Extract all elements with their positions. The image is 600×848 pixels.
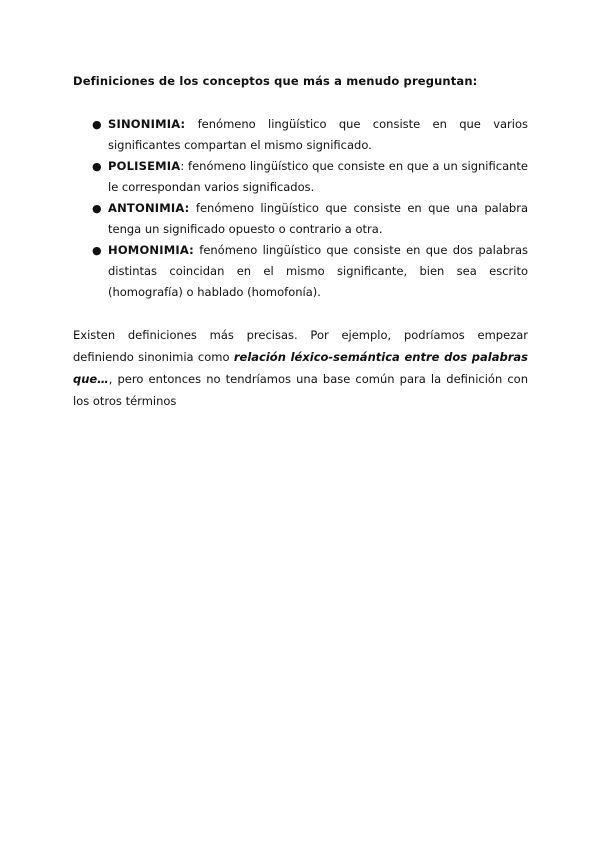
bullet-icon: ●: [92, 244, 102, 257]
document-heading: Definiciones de los conceptos que más a menudo preguntan:: [73, 74, 478, 88]
bullet-icon: ●: [92, 118, 102, 131]
definition-item-antonimia: [92, 198, 528, 240]
definition-term: HOMONIMIA:: [108, 243, 194, 257]
definition-text: : fenómeno lingüístico que consiste en que a un significante le correspondan varios significados.: [108, 159, 528, 194]
definition-text: fenómeno lingüístico que consiste en que una palabra tenga un significado opuesto o contrario a otra.: [108, 201, 528, 236]
definition-term: POLISEMIA: [108, 159, 181, 173]
definition-item-sinonimia: [92, 114, 528, 156]
definition-term: SINONIMIA:: [108, 117, 186, 131]
definition-text: fenómeno lingüístico que consiste en que varios significantes compartan el mismo significado.: [108, 117, 528, 152]
definition-item-homonimia: [92, 240, 528, 303]
paragraph-emphasis: relación léxico-semántica entre dos palabras que…: [73, 350, 528, 386]
definition-item-polisemia: [92, 156, 528, 198]
paragraph-text-before: Existen definiciones más precisas. Por ejemplo, podríamos empezar definiendo sinonimia como: [73, 328, 528, 364]
definitions-list: [92, 114, 528, 303]
definition-term: ANTONIMIA:: [108, 201, 190, 215]
definition-text: fenómeno lingüístico que consiste en que dos palabras distintas coincidan en el mismo significante, bien sea escrito (homografía) o hablado (homofonía).: [108, 243, 528, 299]
bullet-icon: ●: [92, 160, 102, 173]
body-paragraph: [73, 324, 528, 412]
bullet-icon: ●: [92, 202, 102, 215]
paragraph-text-after: , pero entonces no tendríamos una base común para la definición con los otros términos: [73, 372, 528, 408]
